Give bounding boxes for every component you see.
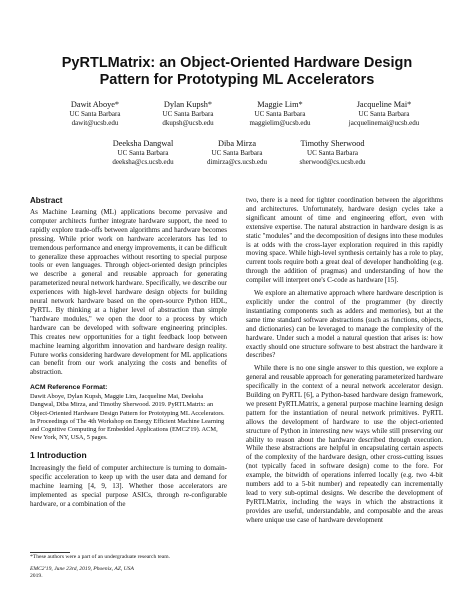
title-line-2: Pattern for Prototyping ML Accelerators <box>99 72 375 88</box>
intro-paragraph-2: We explore an alternative approach where hardware description is explicitly under the control of the programmer (by directly instantiating components such as adders and memories), but at the same time standard software abstractions (such as functions, objects, and dictionaries) can be leveraged to manage the complexity of the hardware. Under such a model a natural question that arises is: how exactly should one structure software to best abstract the hardware it describes? <box>246 289 443 360</box>
author-email: sherwood@cs.ucsb.edu <box>299 157 366 166</box>
author-email: maggielim@ucsb.edu <box>249 118 311 127</box>
author-name: Timothy Sherwood <box>300 139 365 148</box>
author-name: Dylan Kupsh* <box>163 100 213 109</box>
author-block <box>230 100 330 127</box>
author-name: Maggie Lim* <box>257 100 303 109</box>
acm-reference-heading: ACM Reference Format: <box>30 384 108 392</box>
author-name: Jacqueline Mai* <box>356 100 412 109</box>
author-name: Dawit Aboye* <box>70 100 120 109</box>
right-column <box>246 196 443 525</box>
author-block <box>93 139 193 166</box>
author-email: dkupsh@ucsb.edu <box>162 118 214 127</box>
acm-reference-text: Dawit Aboye, Dylan Kupsh, Maggie Lim, Jacqueline Mai, Deeksha Dangwal, Diba Mirza, and Timothy Sherwood. 2019. PyRTLMatrix: an Object-Oriented Hardware Design Pattern for Prototyping ML Accelerators. In Proceedings of The 4th Workshop on Energy Efficient Machine Learning and Cognitive Computing for Embedded Applications (EMC2'19). ACM, New York, NY, USA, 5 pages. <box>30 393 225 442</box>
author-email: jacquelinemai@ucsb.edu <box>348 118 420 127</box>
author-name: Diba Mirza <box>217 139 256 148</box>
author-block <box>138 100 238 127</box>
section-heading-introduction: 1 Introduction <box>30 450 87 461</box>
abstract-heading: Abstract <box>30 196 63 205</box>
author-affiliation: UC Santa Barbara <box>254 110 306 118</box>
author-block <box>280 139 385 166</box>
title-line-1: PyRTLMatrix: an Object-Oriented Hardware Design <box>61 55 413 71</box>
author-affiliation: UC Santa Barbara <box>117 149 169 157</box>
author-affiliation: UC Santa Barbara <box>358 110 410 118</box>
author-email: dimirza@cs.ucsb.edu <box>206 157 268 166</box>
intro-paragraph-3: While there is no one single answer to this question, we explore a general and reusable approach for generating parameterized hardware specifically in the context of a neural network accelerator design. Building on PyRTL [6], a Python-based hardware design framework, we present PyRTLMatrix, a general purpose machine learning design pattern for the instantiation of neural network primitives. PyRTL allows the development of hardware to use the object-oriented structure of Python in interesting new ways while still preserving our ability to reason about the hardware described through execution. While these abstractions are helpful in encapsulating certain aspects of the complexity of the hardware design, other cross-cutting issues (not typically faced in software design) come to the fore. For example, the bitwidth of operations inferred locally (e.g. two 4-bit numbers add to a 5-bit number) and repeatedly can incrementally lead to very sub-optimal designs. We describe the development of PyRTLMatrix, including the ways in which the abstractions it provides are useful, understandable, and composable and the areas where unique use case of hardware development <box>246 364 443 524</box>
footnote-rule <box>30 552 70 553</box>
author-email: deeksha@cs.ucsb.edu <box>112 157 174 166</box>
author-affiliation: UC Santa Barbara <box>211 149 263 157</box>
author-block <box>325 100 443 127</box>
author-block <box>45 100 145 127</box>
footnote: *These authors were a part of an undergraduate research team. <box>30 554 170 560</box>
author-email: dawit@ucsb.edu <box>71 118 119 127</box>
author-affiliation: UC Santa Barbara <box>307 149 358 157</box>
left-column <box>30 196 227 509</box>
author-affiliation: UC Santa Barbara <box>69 110 121 118</box>
venue-year: 2019. <box>30 573 43 579</box>
author-block <box>187 139 287 166</box>
author-name: Deeksha Dangwal <box>112 139 174 148</box>
paper-title <box>20 55 454 89</box>
intro-paragraph-1: two, there is a need for tighter coordination between the algorithms and architectures. Unfortunately, hardware design cycles take a significant amount of time and engineering effort, even with extensive expertise. The natural abstraction in hardware design is as static "modules" and the decomposition of designs into these modules is at odds with the cross-layer exploration required in this rapidly moving space. While high-level synthesis certainly has a role to play, current tools require both a great deal of developer handholding (e.g. through the addition of pragmas) and understanding of how the compiler will interpret one's C-code as hardware [15]. <box>246 196 443 285</box>
abstract-text: As Machine Learning (ML) applications become pervasive and computer architects further integrate hardware support, the need to rapidly explore trade-offs between algorithms and hardware becomes pressing. While prior work on hardware accelerators has led to tremendous performance and energy improvements, it can be difficult to generalize these approaches without resorting to special purpose tools or even languages. Through object-oriented design principles we describe a general and reusable approach for generating parameterized neural network hardware. Specifically, we describe our experiences with high-level hardware design objects for building neural network hardware based on the open-source Python HDL, PyRTL. By thinking at a higher level of abstraction than simple "hardware modules," we open the door to a process by which hardware can be developed with software engineering principles. This creates new opportunities for a tight feedback loop between machine learning algorithm innovation and hardware design reality. Future works considering hardware development for ML applications can benefit from our work analyzing the costs and benefits of abstraction. <box>30 208 227 377</box>
author-affiliation: UC Santa Barbara <box>162 110 214 118</box>
introduction-text: Increasingly the field of computer architecture is turning to domain-specific acceleration to keep up with the user data and demand for machine learning [4, 9, 13]. Whether those accelerators are implemented as special purpose ASICs, through re-configurable hardware, or a combination of the <box>30 464 227 509</box>
venue-line: EMC2'19, June 23rd, 2019, Phoenix, AZ, USA <box>30 566 134 572</box>
